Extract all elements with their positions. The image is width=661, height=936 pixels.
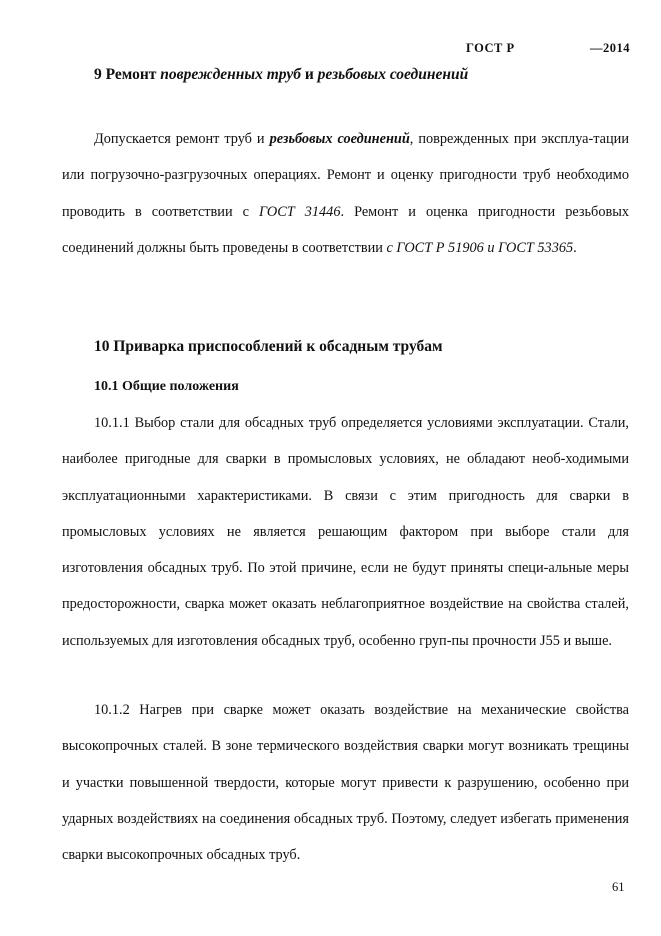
section-9-paragraph <box>62 121 629 266</box>
section-9-number: 9 <box>94 66 102 83</box>
section-10-heading: 10 Приварка приспособлений к обсадным трубам <box>94 338 443 355</box>
s9-text-2: , поврежденных при эксплуа-тации или погрузочно-разгрузочных операциях. Ремонт и оценку пригодности труб необходимо проводить в соответствии с <box>62 131 629 220</box>
s9-bold-italic-term: резьбовых соединений <box>269 131 410 147</box>
s9-text-4: . <box>573 239 577 256</box>
section-9-title-italic-1: поврежденных труб <box>160 66 301 83</box>
section-9-heading <box>94 66 468 84</box>
section-9-title-lead: Ремонт <box>105 66 157 83</box>
s9-gost-references: с ГОСТ Р 51906 и ГОСТ 53365 <box>386 239 574 256</box>
header-year: —2014 <box>590 41 630 55</box>
paragraph-10-1-1: 10.1.1 Выбор стали для обсадных труб определяется условиями эксплуатации. Стали, наиболее пригодные для сварки в промысловых условиях, не обладают необ-ходимыми эксплуатационными характеристиками. В связи с этим пригодность для сварки в промысловых условиях не является решающим фактором при выборе стали для изготовления обсадных труб. По этой причине, если не будут приняты специ-альные меры предосторожности, сварка может оказать неблагоприятное воздействие на свойства сталей, используемых для изготовления обсадных труб, особенно груп-пы прочности J55 и выше. <box>62 415 629 649</box>
s9-text-1: Допускается ремонт труб и <box>94 131 270 147</box>
s9-gost-31446: ГОСТ 31446 <box>258 203 341 220</box>
section-9-title-and: и <box>304 66 314 83</box>
paragraph-10-1-2: 10.1.2 Нагрев при сварке может оказать воздействие на механические свойства высокопрочных сталей. В зоне термического воздействия сварки могут возникать трещины и участки повышенной твердости, которые могут привести к разрушению, особенно при ударных воздействиях на соединения обсадных труб. Поэтому, следует избегать применения сварки высокопрочных обсадных труб. <box>62 702 629 864</box>
page-number: 61 <box>612 880 625 894</box>
header-standard: ГОСТ Р <box>466 41 515 55</box>
subsection-10-1-heading: 10.1 Общие положения <box>94 379 239 394</box>
section-9-title-italic-2: резьбовых соединений <box>317 66 469 83</box>
s9-text-3: . Ремонт и оценка пригодности резьбовых соединений должны быть проведены в соответствии <box>62 203 629 256</box>
